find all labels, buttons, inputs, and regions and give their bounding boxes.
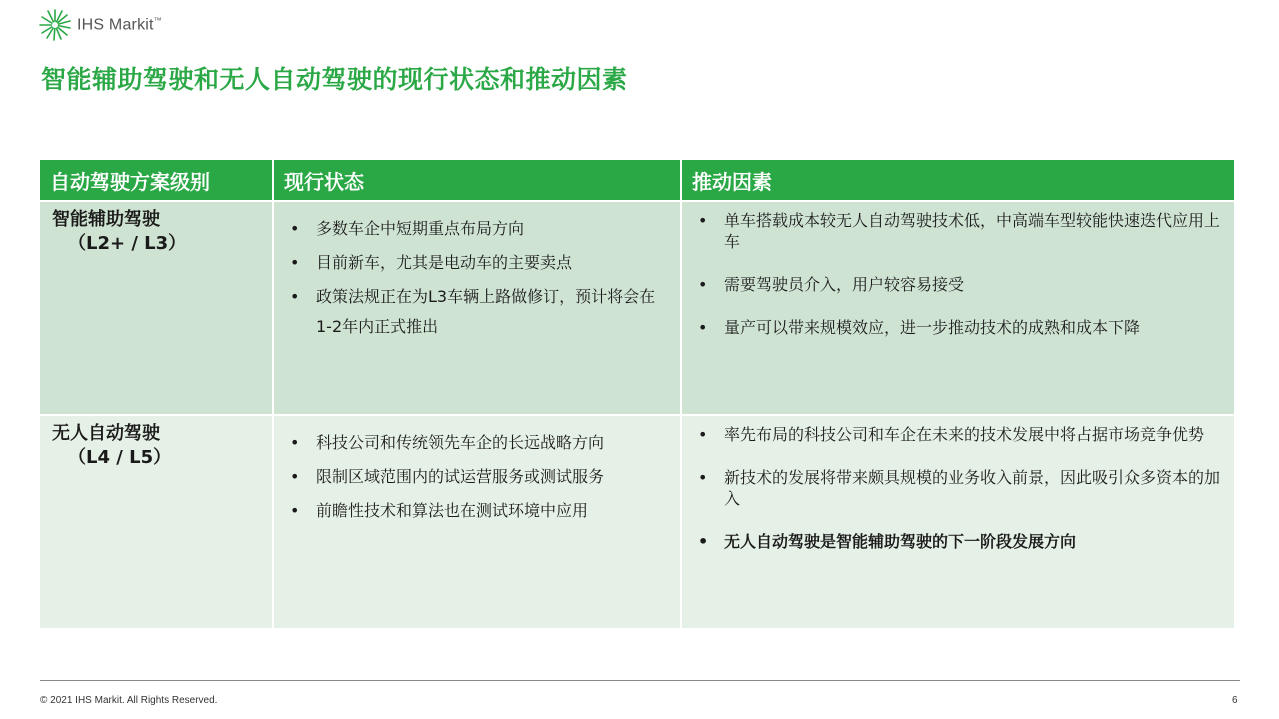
factors-cell <box>681 415 1234 629</box>
level-code: （L4 / L5） <box>68 447 172 468</box>
list-item: • 科技公司和传统领先车企的长远战略方向 <box>290 428 670 458</box>
header-factors: 推动因素 <box>681 160 1234 201</box>
footer-divider <box>40 680 1240 681</box>
logo-wordmark: IHS Markit™ <box>77 15 162 34</box>
list-item-highlight: • 无人自动驾驶是智能辅助驾驶的下一阶段发展方向 <box>698 531 1224 552</box>
table-row <box>40 415 1234 629</box>
level-cell <box>40 415 273 629</box>
status-cell <box>273 415 681 629</box>
autonomy-comparison-table <box>40 160 1234 630</box>
header-status: 现行状态 <box>273 160 681 201</box>
list-item: • 单车搭载成本较无人自动驾驶技术低，中高端车型较能快速迭代应用上车 <box>698 210 1224 252</box>
list-item: • 率先布局的科技公司和车企在未来的技术发展中将占据市场竞争优势 <box>698 424 1224 445</box>
list-item: • 需要驾驶员介入，用户较容易接受 <box>698 274 1224 295</box>
table-header-row <box>40 160 1234 201</box>
list-item: • 前瞻性技术和算法也在测试环境中应用 <box>290 496 670 526</box>
page-title: 智能辅助驾驶和无人自动驾驶的现行状态和推动因素 <box>41 65 628 94</box>
starburst-logo-icon <box>38 8 72 42</box>
header-level: 自动驾驶方案级别 <box>40 160 273 201</box>
level-name: 智能辅助驾驶 <box>52 209 160 230</box>
factors-cell <box>681 201 1234 415</box>
list-item: • 政策法规正在为L3车辆上路做修订，预计将会在1-2年内正式推出 <box>290 282 670 342</box>
level-name: 无人自动驾驶 <box>52 423 160 444</box>
status-cell <box>273 201 681 415</box>
list-item: • 量产可以带来规模效应，进一步推动技术的成熟和成本下降 <box>698 317 1224 338</box>
table-row <box>40 201 1234 415</box>
list-item: • 目前新车，尤其是电动车的主要卖点 <box>290 248 670 278</box>
list-item: • 多数车企中短期重点布局方向 <box>290 214 670 244</box>
list-item: • 新技术的发展将带来颇具规模的业务收入前景，因此吸引众多资本的加入 <box>698 467 1224 509</box>
level-code: （L2+ / L3） <box>68 233 187 254</box>
page-number: 6 <box>1232 695 1238 706</box>
ihs-markit-logo <box>38 8 162 42</box>
level-cell <box>40 201 273 415</box>
copyright-text: © 2021 IHS Markit. All Rights Reserved. <box>40 695 218 706</box>
list-item: • 限制区域范围内的试运营服务或测试服务 <box>290 462 670 492</box>
